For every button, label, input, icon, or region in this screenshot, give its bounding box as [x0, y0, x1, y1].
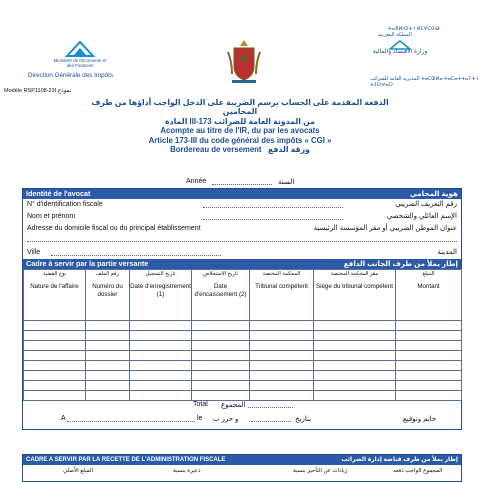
- ministry-name-fr: Ministère de l'Economie et des Finances: [53, 58, 107, 68]
- sign-date-ar: بتاريخ: [295, 416, 312, 423]
- recette-col-4: المجموع الواجب دفعه: [393, 468, 443, 474]
- table-cell[interactable]: [396, 341, 462, 351]
- annee-field[interactable]: [212, 184, 272, 185]
- row-name: [23, 211, 461, 223]
- table-row: [24, 351, 462, 361]
- col-numero: رقم الملف Numéro du dossier: [86, 270, 130, 321]
- if-label: N° d'identification fiscale: [27, 201, 103, 208]
- title-fr-line1: Acompte au titre de l'IR, du par les avocats: [160, 126, 320, 136]
- table-row: [24, 391, 462, 401]
- col-date-enregistrement: تاريخ التسجيل Date d'enregistrement (1): [130, 270, 192, 321]
- table-cell[interactable]: [86, 341, 130, 351]
- table-cell[interactable]: [86, 351, 130, 361]
- signature-area: [23, 401, 461, 429]
- table-cell[interactable]: [396, 351, 462, 361]
- table-row: [24, 381, 462, 391]
- table-cell[interactable]: [130, 351, 192, 361]
- identite-bar: [23, 189, 461, 199]
- name-field[interactable]: [203, 219, 343, 220]
- annee-label-ar: السنة: [278, 179, 295, 186]
- table-cell[interactable]: [396, 361, 462, 371]
- identite-bar-ar: هوية المحامي: [409, 189, 458, 198]
- sign-label-ar: خاتم وتوقيع: [403, 416, 437, 423]
- row-address-line2: [23, 235, 461, 247]
- row-if: [23, 199, 461, 211]
- table-cell[interactable]: [314, 371, 396, 381]
- recette-col-2: ذعيرة بنسبة: [173, 468, 201, 474]
- table-header-row: [24, 270, 462, 321]
- versante-bar: [23, 259, 461, 269]
- title-fr-line3: Bordereau de versement: [170, 145, 262, 155]
- table-cell[interactable]: [192, 321, 250, 331]
- dgi-name-fr: Direction Générale des Impôts: [28, 72, 114, 79]
- annee-label: Année: [186, 178, 207, 185]
- title-ar-line4: ورقة الدفع: [268, 145, 310, 155]
- table-cell[interactable]: [396, 371, 462, 381]
- sign-date-field[interactable]: [251, 421, 291, 422]
- table-row: [24, 341, 462, 351]
- table-cell[interactable]: [192, 391, 250, 401]
- tifinagh-kingdom: ⵜⴰⴳⵍⴷⵉⵜ ⵏ ⵍⵎⵖⵔⵉⴱ: [388, 26, 440, 32]
- col-montant: المبلغ Montant: [396, 270, 462, 321]
- total-label-ar: المجموع: [221, 402, 246, 409]
- table-cell[interactable]: [86, 331, 130, 341]
- table-cell[interactable]: [192, 331, 250, 341]
- table-cell[interactable]: [250, 341, 314, 351]
- main-form-frame: [22, 188, 462, 430]
- address-label: Adresse du domicile fiscal ou du principal établissement: [27, 225, 201, 232]
- form-title: [60, 98, 420, 154]
- col-siege: مقر المحكمة المختصة Siège du tribunal compétent: [314, 270, 396, 321]
- if-field[interactable]: [203, 207, 343, 208]
- table-cell[interactable]: [250, 321, 314, 331]
- table-cell[interactable]: [192, 371, 250, 381]
- total-field[interactable]: [248, 407, 293, 408]
- dgi-name-tif-text: ⵜⴰⵎⵀⵍⴰ ⵜⴰⵎⴰⵜⵜⴰⵢⵜ ⵏ ⵜⵉⵙⵖⴰⵔ: [370, 76, 479, 88]
- table-cell[interactable]: [250, 361, 314, 371]
- recette-bar: [23, 455, 461, 465]
- table-cell[interactable]: [250, 371, 314, 381]
- table-cell[interactable]: [130, 381, 192, 391]
- table-cell[interactable]: [250, 381, 314, 391]
- table-cell[interactable]: [396, 381, 462, 391]
- recette-frame: [22, 454, 462, 482]
- title-ar-line2: المحامين: [222, 107, 258, 117]
- table-cell[interactable]: [24, 361, 86, 371]
- table-cell[interactable]: [24, 321, 86, 331]
- table-cell[interactable]: [250, 331, 314, 341]
- table-cell[interactable]: [250, 351, 314, 361]
- table-cell[interactable]: [192, 341, 250, 351]
- table-row: [24, 331, 462, 341]
- table-cell[interactable]: [130, 341, 192, 351]
- title-ar-line1: الدفعة المقدمة على الحساب برسم الضريبة على الدخل الواجب أداؤها من طرف: [91, 98, 389, 107]
- table-cell[interactable]: [314, 351, 396, 361]
- if-label-ar: رقم التعريف الضريبي: [395, 201, 457, 208]
- recette-bar-fr: CADRE A SERVIR PAR LA RECETTE DE L'ADMINISTRATION FISCALE: [26, 457, 226, 463]
- table-cell[interactable]: [86, 321, 130, 331]
- table-cell[interactable]: [314, 331, 396, 341]
- col-nature: نوع القضية Nature de l'affaire: [24, 270, 86, 321]
- table-cell[interactable]: [86, 391, 130, 401]
- ministry-logo-ar: [370, 40, 430, 55]
- address-field[interactable]: [27, 241, 457, 242]
- table-cell[interactable]: [86, 381, 130, 391]
- total-label: Total: [193, 401, 208, 408]
- versante-bar-ar: إطار يملأ من طرف الجانب الدافع: [343, 259, 458, 268]
- name-label: Nom et prénom: [27, 213, 76, 220]
- sign-place-field[interactable]: [67, 421, 195, 422]
- dgi-name-ar: [370, 76, 480, 88]
- table-cell[interactable]: [396, 391, 462, 401]
- table-body: [24, 321, 462, 401]
- table-row: [24, 321, 462, 331]
- title-ar-line3: المادة III-173 من المدونة العامة للضرائب: [165, 116, 315, 126]
- recette-bar-ar: إطار يملأ من طرف قباضة إدارة الضرائب: [341, 457, 458, 463]
- ministry-emblem-icon: [65, 38, 95, 58]
- sign-place-ar: و حرر ب: [213, 416, 239, 423]
- name-label-ar: الإسم العائلي والشخصي: [386, 213, 457, 220]
- versante-bar-fr: Cadre à servir par la partie versante: [26, 259, 149, 268]
- sign-le: le: [197, 415, 203, 422]
- row-address: [23, 223, 461, 235]
- table-cell[interactable]: [192, 381, 250, 391]
- table-cell[interactable]: [130, 321, 192, 331]
- versement-table: [23, 269, 462, 401]
- table-row: [24, 361, 462, 371]
- table-cell[interactable]: [24, 371, 86, 381]
- col-tribunal: المحكمة المختصة Tribunal compétent: [250, 270, 314, 321]
- ville-label: Ville: [27, 249, 41, 256]
- ville-field[interactable]: [51, 255, 221, 256]
- model-reference: Modèle RSP1108-23I نموذج: [4, 88, 72, 94]
- sign-place-prefix: A: [61, 415, 66, 422]
- table-cell[interactable]: [396, 331, 462, 341]
- ville-label-ar: المدينة: [437, 249, 457, 256]
- table-cell[interactable]: [24, 391, 86, 401]
- table-cell[interactable]: [314, 321, 396, 331]
- table-cell[interactable]: [314, 341, 396, 351]
- royal-crest: [226, 36, 262, 86]
- table-cell[interactable]: [192, 361, 250, 371]
- ministry-name-ar: وزارة الاقتصاد والمالية: [372, 49, 428, 55]
- table-cell[interactable]: [130, 331, 192, 341]
- coat-of-arms-icon: [226, 36, 262, 86]
- title-fr-line2: Article 173-III du code général des impôts « CGI »: [148, 135, 332, 145]
- table-cell[interactable]: [24, 341, 86, 351]
- recette-columns: [23, 465, 461, 481]
- table-cell[interactable]: [24, 351, 86, 361]
- col-date-encaissement: تاريخ الاستخلاص Date d'encaissement (2): [192, 270, 250, 321]
- row-ville: [23, 247, 461, 259]
- table-cell[interactable]: [314, 381, 396, 391]
- table-cell[interactable]: [396, 321, 462, 331]
- table-cell[interactable]: [192, 351, 250, 361]
- table-cell[interactable]: [130, 391, 192, 401]
- table-cell[interactable]: [314, 391, 396, 401]
- title-fr-line3-row: [60, 145, 420, 154]
- identite-bar-fr: Identité de l'avocat: [26, 189, 91, 198]
- table-cell[interactable]: [24, 331, 86, 341]
- recette-col-1: المبلغ الأصلي: [63, 468, 94, 474]
- ministry-logo: [52, 38, 108, 68]
- table-cell[interactable]: [250, 391, 314, 401]
- kingdom-name-ar: المملكة المغربية: [378, 32, 412, 38]
- table-cell[interactable]: [86, 361, 130, 371]
- address-label-ar: عنوان الموطن الضريبي أو مقر المؤسسة الرئيسية: [313, 225, 457, 232]
- table-cell[interactable]: [130, 371, 192, 381]
- table-cell[interactable]: [86, 371, 130, 381]
- table-row: [24, 371, 462, 381]
- recette-col-3: زيادات عن التأخير بنسبة: [293, 468, 348, 474]
- table-cell[interactable]: [314, 361, 396, 371]
- table-cell[interactable]: [130, 361, 192, 371]
- dgi-name-ar-text: المديرية العامة للضرائب: [370, 76, 420, 82]
- table-cell[interactable]: [24, 381, 86, 391]
